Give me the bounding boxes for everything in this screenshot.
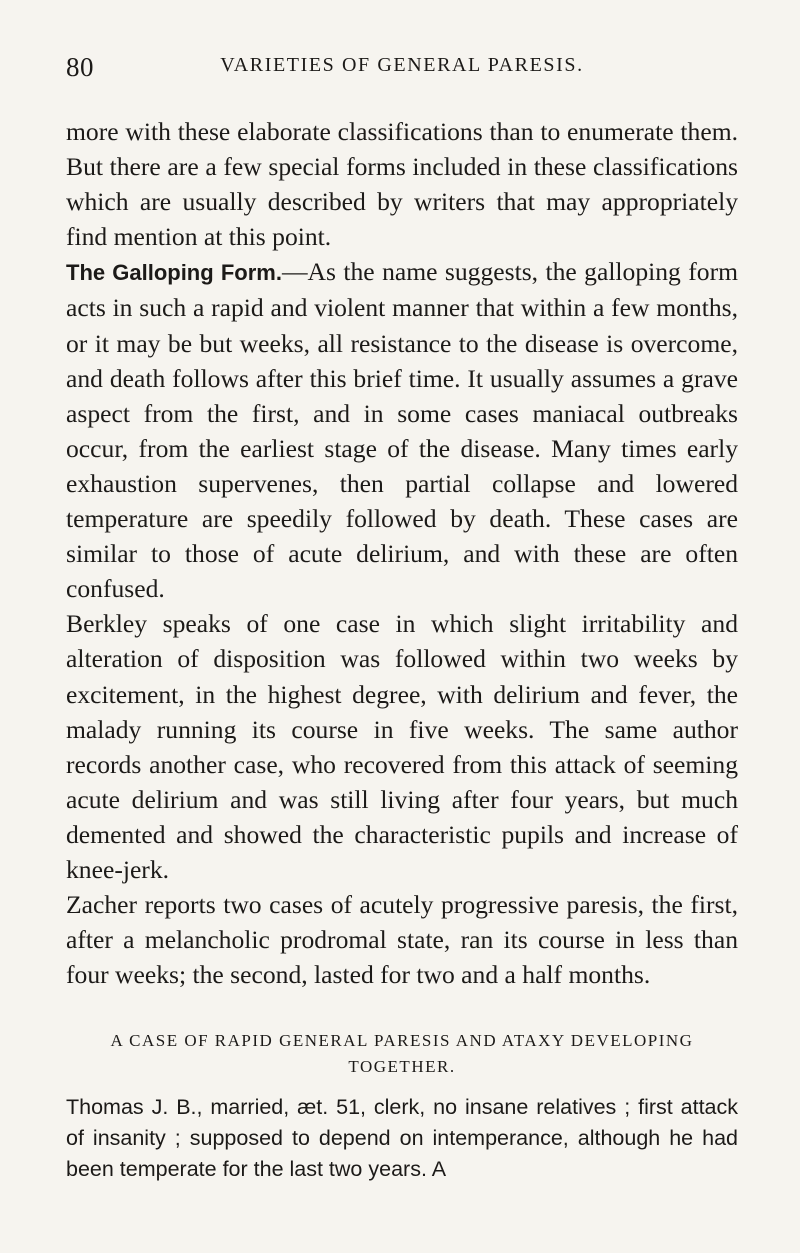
paragraph-continuation: more with these elaborate classifications than to enumerate them. But there are a few special forms included in these classifications which are usually described by writers that may appropriately find mention at this point. [66, 117, 738, 252]
book-page [66, 52, 738, 1185]
running-title: VARIETIES OF GENERAL PARESIS. [220, 54, 584, 76]
running-head [66, 52, 738, 92]
case-section-text: Thomas J. B., married, æt. 51, clerk, no insane relatives ; first attack of insanity ; supposed to depend on intemperance, although he had been temperate for the last two years. A [66, 1095, 738, 1182]
paragraph-galloping-form [66, 254, 738, 606]
paragraph-zacher: Zacher reports two cases of acutely progressive paresis, the first, after a melancholic prodromal state, ran its course in less than four weeks; the second, lasted for two and a half months. [66, 890, 738, 990]
paragraph-berkley: Berkley speaks of one case in which slight irritability and alteration of disposition was followed within two weeks by excitement, in the highest degree, with delirium and fever, the malady running its course in five weeks. The same author records another case, who recovered from this attack of seeming acute delirium and was still living after four years, but much demented and showed the characteristic pupils and increase of knee-jerk. [66, 609, 738, 884]
run-in-heading: The Galloping Form. [66, 260, 282, 286]
body-text [66, 114, 738, 992]
case-section-heading: A CASE OF RAPID GENERAL PARESIS AND ATAXY DEVELOPING TOGETHER. [110, 1031, 694, 1077]
paragraph-galloping-form-text: —As the name suggests, the galloping form acts in such a rapid and violent manner that within a few months, or it may be but weeks, all resistance to the disease is overcome, and death follows after this brief time. It usually assumes a grave aspect from the first, and in some cases maniacal outbreaks occur, from the earliest stage of the disease. Many times early exhaustion supervenes, then partial collapse and lowered temperature are speedily followed by death. These cases are similar to those of acute delirium, and with these are often confused. [66, 257, 739, 604]
page-number: 80 [66, 52, 94, 82]
